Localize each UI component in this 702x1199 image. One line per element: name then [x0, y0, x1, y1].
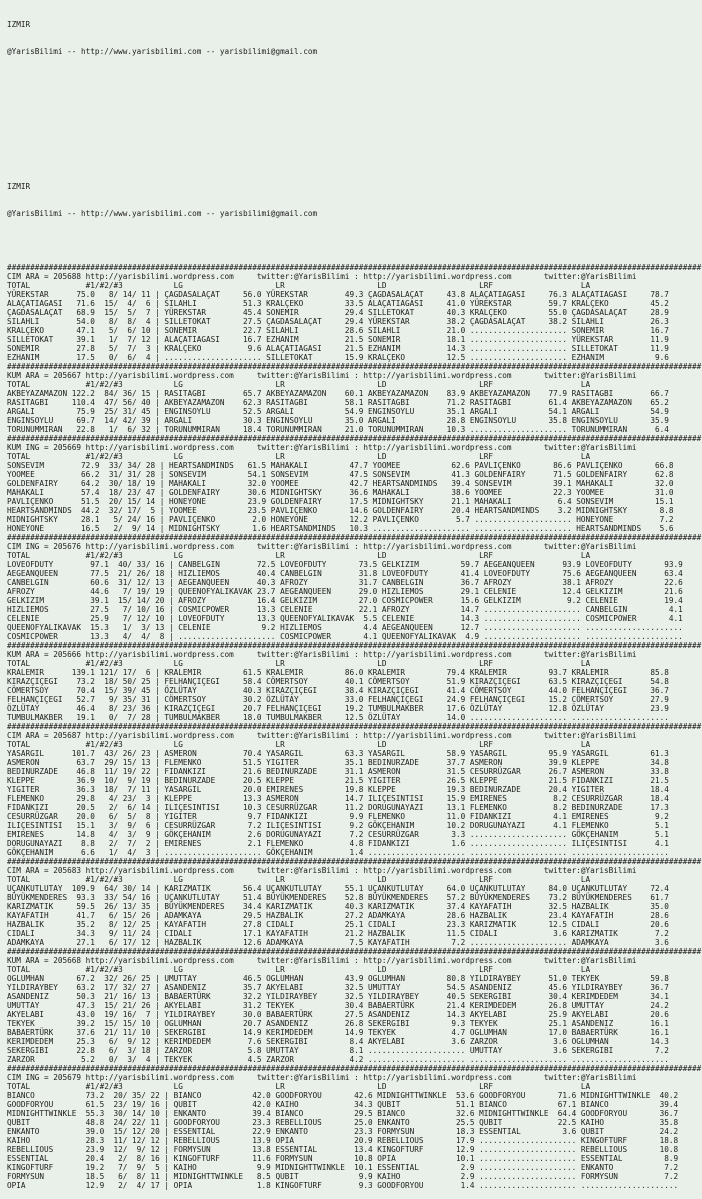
data-row: BABAERTÜRK 37.6 21/ 11/ 10 | SEKERGIBI 14.9 KERIMDEDEM 14.9 TEKYEK 4.7 OGLUMHAN 17.0 BABAERTÜRK 16.1 [7, 1028, 669, 1037]
data-row: ADAMKAYA 27.1 6/ 17/ 12 | HAZBALIK 12.6 ADAMKAYA 7.5 KAYAFATIH 7.2 ..................... ADAMKAYA 3.6 [7, 938, 669, 947]
data-row: FLEMENKO 29.8 4/ 23/ 3 | KLEPPE 13.3 ASMERON 14.7 ILIÇESINTISI 15.9 EMIRENES 8.2 CESURRÜZGAR 18.4 [7, 794, 669, 803]
separator-line: ###################################################################################################################################################### [7, 1064, 702, 1073]
data-row: BIANCO 73.2 20/ 35/ 22 | BIANCO 42.0 GOODFORYOU 42.6 MIDNIGHTTWINKLE 53.6 GOODFORYOU 71.6 MIDNIGHTTWINKLE 40.2 [7, 1091, 679, 1100]
data-row: TEKYEK 39.2 15/ 15/ 10 | OGLUMHAN 20.7 ASANDENIZ 26.8 SEKERGIBI 9.3 TEKYEK 25.1 ASANDENIZ 16.1 [7, 1019, 669, 1028]
block-header-line: CIM ING = 205676 http://yarisbilimi.wordpress.com twitter:@YarisBilimi : http://yarisbilimi.wordpress.com twitter:@YarisBilimi [7, 542, 637, 551]
block-header-line: KUM ING = 205669 http://yarisbilimi.wordpress.com twitter:@YarisBilimi : http://yarisbilimi.wordpress.com twitter:@YarisBilimi [7, 443, 637, 452]
race-block-205667 [7, 362, 702, 434]
data-row: COSMICPOWER 13.3 4/ 4/ 8 | ..................... COSMICPOWER 4.1 QUEENOFYALIKAVAK 4.9 ..................... ..................... [7, 632, 683, 641]
data-row: FORMYSUN 18.5 6/ 8/ 11 | MIDNIGHTTWINKLE 8.5 QUBIT 9.9 KAIHO 2.9 ..................... FORMYSUN 7.2 [7, 1172, 679, 1181]
data-row: YILDIRAYBEY 63.2 17/ 32/ 27 | ASANDENIZ 35.7 AKYELABI 32.5 UMUTTAY 54.5 ASANDENIZ 45.6 YILDIRAYBEY 36.7 [7, 983, 669, 992]
data-row: ARGALI 75.9 25/ 31/ 45 | ENGINSOYLU 52.5 ARGALI 54.9 ENGINSOYLU 35.1 ARGALI 54.1 ARGALI 54.9 [7, 407, 669, 416]
data-row: AEGEANQUEEN 77.5 21/ 26/ 18 | HIZLIEMOS 40.4 CANBELGIN 31.8 LOVEOFDUTY 41.4 LOVEOFDUTY 75.6 AEGEANQUEEN 63.4 [7, 569, 683, 578]
block-header-line: CIM ARA = 205688 http://yarisbilimi.wordpress.com twitter:@YarisBilimi : http://yarisbilimi.wordpress.com twitter:@YarisBilimi [7, 272, 637, 281]
race-blocks [7, 263, 702, 1190]
data-row: ÇAGDASALAÇAT 68.9 15/ 5/ 7 | YÜREKSTAR 45.4 SONEMIR 29.4 SILLETOKAT 40.3 KRALÇEKO 55.0 ÇAGDASALAÇAT 28.9 [7, 308, 669, 317]
data-row: GOLDENFAIRY 64.2 30/ 18/ 19 | MAHAKALI 32.0 YOOMEE 42.7 HEARTSANDMINDS 39.4 SONSEVIM 39.1 MAHAKALI 32.0 [7, 479, 674, 488]
contact-line: @YarisBilimi -- http://www.yarisbilimi.com -- yarisbilimi@gmail.com [7, 209, 318, 218]
data-row: ALAÇATIAGASI 71.6 15/ 4/ 6 | SILAHLI 51.3 KRALÇEKO 33.5 ALAÇATIAGASI 41.0 YÜREKSTAR 59.7 KRALÇEKO 45.2 [7, 299, 669, 308]
data-row: EZHANIM 17.5 0/ 6/ 4 | ..................... SILLETOKAT 15.9 KRALÇEKO 12.5 ..................... EZHANIM 9.6 [7, 353, 669, 362]
data-row: HONEYONE 16.5 2/ 9/ 14 | MIDNIGHTSKY 1.6 HEARTSANDMINDS 10.3 ..................... ..................... HEARTSANDMINDS 5.6 [7, 524, 674, 533]
block-header-line: KUM ARA = 205668 http://yarisbilimi.wordpress.com twitter:@YarisBilimi : http://yarisbilimi.wordpress.com twitter:@YarisBilimi [7, 956, 637, 965]
race-block-205669 [7, 434, 702, 533]
data-row: RASITAGBI 110.4 47/ 56/ 40 | AKBEYAZAMAZON 62.3 RASITAGBI 58.1 RASITAGBI 71.2 RASITAGBI 61.4 AKBEYAZAMAZON 65.2 [7, 398, 669, 407]
data-row: UÇANKUTLUTAY 109.9 64/ 30/ 14 | KARIZMATIK 56.4 UÇANKUTLUTAY 55.1 UÇANKUTLUTAY 64.0 UÇANKUTLUTAY 84.0 UÇANKUTLUTAY 72.4 [7, 884, 669, 893]
column-header-line: TOTAL #1/#2/#3 LG LR LD LRF LA [7, 452, 591, 461]
data-row: CELENIE 25.9 7/ 12/ 10 | LOVEOFDUTY 13.3 QUEENOFYALIKAVAK 5.5 CELENIE 14.3 ..................... COSMICPOWER 4.1 [7, 614, 683, 623]
separator-line: ###################################################################################################################################################### [7, 947, 702, 956]
data-row: SILAHLI 54.0 8/ 8/ 4 | SILLETOKAT 27.5 ÇAGDASALAÇAT 29.4 YÜREKSTAR 38.2 ÇAGDASALAÇAT 38.2 SILAHLI 26.3 [7, 317, 669, 326]
data-row: KIRAZÇIÇEGI 73.2 18/ 50/ 25 | FELHANÇIÇEGI 58.4 CÖMERTSOY 40.1 CÖMERTSOY 51.9 KIRAZÇIÇEGI 63.5 KIRAZÇIÇEGI 54.8 [7, 677, 669, 686]
race-block-205688 [7, 263, 702, 362]
data-row: ZARZOR 5.2 0/ 3/ 4 | TEKYEK 4.5 ZARZOR 4.2 ..................... ..................... ..................... [7, 1055, 669, 1064]
data-row: FELHANÇIÇEGI 52.7 9/ 35/ 31 | CÖMERTSOY 30.2 ÖZLÜTAY 33.0 FELHANÇIÇEGI 24.9 FELHANÇIÇEGI 15.2 CÖMERTSOY 27.9 [7, 695, 669, 704]
city-line: IZMIR [7, 20, 31, 29]
data-row: PAVLIÇENKO 51.5 20/ 15/ 14 | HONEYONE 23.9 GOLDENFAIRY 17.5 MIDNIGHTSKY 21.1 MAHAKALI 6.4 SONSEVIM 15.1 [7, 497, 674, 506]
data-row: SONEMIR 27.8 5/ 7/ 3 | KRALÇEKO 9.6 ALAÇATIAGASI 21.5 EZHANIM 14.3 ..................... SILLETOKAT 11.9 [7, 344, 669, 353]
separator-line: ###################################################################################################################################################### [7, 641, 702, 650]
data-row: CIDALI 34.3 9/ 11/ 24 | CIDALI 17.1 KAYAFATIH 21.2 HAZBALIK 11.5 CIDALI 3.6 KARIZMATIK 7.2 [7, 929, 669, 938]
data-row: UMUTTAY 47.3 15/ 21/ 26 | AKYELABI 31.2 TEKYEK 30.4 BABAERTÜRK 21.4 KERIMDEDEM 26.8 UMUTTAY 24.2 [7, 1001, 669, 1010]
data-row: HIZLIEMOS 27.5 7/ 10/ 16 | COSMICPOWER 13.3 CELENIE 22.1 AFROZY 14.7 ..................... CANBELGIN 4.1 [7, 605, 683, 614]
blank-line [7, 236, 702, 245]
data-row: AFROZY 44.6 7/ 19/ 19 | QUEENOFYALIKAVAK 23.7 AEGEANQUEEN 29.0 HIZLIEMOS 29.1 CELENIE 12.4 GELKIZIM 21.6 [7, 587, 683, 596]
data-row: YASARGIL 101.7 43/ 26/ 23 | ASMERON 70.4 YASARGIL 63.3 YASARGIL 58.9 YASARGIL 95.9 YASARGIL 61.3 [7, 749, 669, 758]
data-row: GOODFORYOU 61.5 23/ 19/ 16 | QUBIT 42.0 KAIHO 34.3 QUBIT 51.1 BIANCO 67.1 BIANCO 39.4 [7, 1100, 679, 1109]
data-row: SONSEVIM 72.9 33/ 34/ 28 | HEARTSANDMINDS 61.5 MAHAKALI 47.7 YOOMEE 62.6 PAVLIÇENKO 86.6 PAVLIÇENKO 66.8 [7, 461, 674, 470]
data-row: CÖMERTSOY 70.4 15/ 39/ 45 | ÖZLÜTAY 40.3 KIRAZÇIÇEGI 38.4 KIRAZÇIÇEGI 41.4 CÖMERTSOY 44.0 FELHANÇIÇEGI 36.7 [7, 686, 669, 695]
contact-line: @YarisBilimi -- http://www.yarisbilimi.com -- yarisbilimi@gmail.com [7, 47, 318, 56]
race-block-205687 [7, 722, 702, 857]
data-row: TORUNUMMIRAN 22.8 1/ 6/ 32 | TORUNUMMIRAN 18.4 TORUNUMMIRAN 21.0 TORUNUMMIRAN 10.3 ..................... TORUNUMMIRAN 6.4 [7, 425, 669, 434]
separator-line: ###################################################################################################################################################### [7, 263, 702, 272]
block-header-line: CIM ING = 205679 http://yarisbilimi.wordpress.com twitter:@YarisBilimi : http://yarisbilimi.wordpress.com twitter:@YarisBilimi [7, 1073, 637, 1082]
data-row: LOVEOFDUTY 97.1 40/ 33/ 16 | CANBELGIN 72.5 LOVEOFDUTY 73.5 GELKIZIM 59.7 AEGEANQUEEN 93.9 LOVEOFDUTY 93.9 [7, 560, 683, 569]
race-block-205666 [7, 641, 702, 722]
data-row: ESSENTIAL 20.4 2/ 8/ 16 | KINGOFTURF 11.6 FORMYSUN 10.8 OPIA 10.1 ..................... ESSENTIAL 8.9 [7, 1154, 679, 1163]
data-row: KAYAFATIH 41.7 6/ 15/ 26 | ADAMKAYA 29.5 HAZBALIK 27.2 ADAMKAYA 28.6 HAZBALIK 23.4 KAYAFATIH 28.6 [7, 911, 669, 920]
separator-line: ###################################################################################################################################################### [7, 533, 702, 542]
data-row: GÖKÇEHANIM 6.6 1/ 4/ 3 | ..................... GÖKÇEHANIM 1.4 ..................... ..................... ..................... [7, 848, 669, 857]
data-row: KARIZMATIK 59.5 26/ 13/ 35 | BÜYÜKMENDERES 34.4 KARIZMATIK 40.3 KARIZMATIK 37.4 KAYAFATIH 32.5 HAZBALIK 35.0 [7, 902, 669, 911]
column-header-line: TOTAL #1/#2/#3 LG LR LD LRF LA [7, 875, 591, 884]
data-row: ENGINSOYLU 69.7 14/ 42/ 39 | ARGALI 30.3 ENGINSOYLU 35.0 ARGALI 28.8 ENGINSOYLU 35.8 ENGINSOYLU 35.9 [7, 416, 669, 425]
block-header-line: CIM ARA = 205687 http://yarisbilimi.wordpress.com twitter:@YarisBilimi : http://yarisbilimi.wordpress.com twitter:@YarisBilimi [7, 731, 637, 740]
data-row: KERIMDEDEM 25.3 6/ 9/ 12 | KERIMDEDEM 7.6 SEKERGIBI 8.4 AKYELABI 3.6 ZARZOR 3.6 OGLUMHAN 14.3 [7, 1037, 669, 1046]
data-row: OPIA 12.9 2/ 4/ 17 | OPIA 1.8 KINGOFTURF 9.3 GOODFORYOU 1.4 ..................... ..................... [7, 1181, 679, 1190]
data-row: AKBEYAZAMAZON 122.2 84/ 36/ 15 | RASITAGBI 65.7 AKBEYAZAMAZON 60.1 AKBEYAZAMAZON 83.9 AKBEYAZAMAZON 77.9 RASITAGBI 66.7 [7, 389, 669, 398]
data-row: AKYELABI 43.0 19/ 16/ 7 | YILDIRAYBEY 30.0 BABAERTÜRK 27.5 ASANDENIZ 14.3 AKYELABI 25.9 AKYELABI 20.6 [7, 1010, 669, 1019]
block-header-line: KUM ARA = 205667 http://yarisbilimi.wordpress.com twitter:@YarisBilimi : http://yarisbilimi.wordpress.com twitter:@YarisBilimi [7, 371, 637, 380]
data-row: MIDNIGHTSKY 28.1 5/ 24/ 16 | PAVLIÇENKO 2.0 HONEYONE 12.2 PAVLIÇENKO 5.7 ..................... HONEYONE 7.2 [7, 515, 674, 524]
data-row: YÜREKSTAR 75.0 8/ 14/ 11 | ÇAGDASALAÇAT 56.0 YÜREKSTAR 49.3 ÇAGDASALAÇAT 43.8 ALAÇATIAGASI 76.3 ALAÇATIAGASI 78.7 [7, 290, 669, 299]
data-row: GELKIZIM 39.1 15/ 14/ 20 | AFROZY 16.4 GELKIZIM 27.0 COSMICPOWER 15.6 GELKIZIM 9.2 CELENIE 19.4 [7, 596, 683, 605]
data-row: KINGOFTURF 19.2 7/ 9/ 5 | KAIHO 9.9 MIDNIGHTTWINKLE 10.1 ESSENTIAL 2.9 ..................... ENKANTO 7.2 [7, 1163, 679, 1172]
column-header-line: TOTAL #1/#2/#3 LG LR LD LRF LA [7, 965, 591, 974]
race-block-205668 [7, 947, 702, 1064]
blank-line [7, 155, 702, 164]
column-header-line: TOTAL #1/#2/#3 LG LR LD LRF LA [7, 740, 591, 749]
data-row: FIDANKIZI 20.5 2/ 6/ 14 | ILIÇESINTISI 10.3 CESURRÜZGAR 11.2 DORUGUNAYAZI 13.1 FLEMENKO 8.2 BEDINURZADE 17.3 [7, 803, 669, 812]
separator-line: ###################################################################################################################################################### [7, 362, 702, 371]
city-line: IZMIR [7, 182, 31, 191]
data-row: MAHAKALI 57.4 18/ 23/ 47 | GOLDENFAIRY 30.6 MIDNIGHTSKY 36.6 MAHAKALI 38.6 YOOMEE 22.3 YOOMEE 31.0 [7, 488, 674, 497]
race-block-205679 [7, 1064, 702, 1190]
data-row: ILIÇESINTISI 15.1 3/ 9/ 6 | CESURRÜZGAR 7.2 ILIÇESINTISI 9.2 GÖKÇEHANIM 10.2 DORUGUNAYAZI 4.1 FLEMENKO 5.1 [7, 821, 669, 830]
block-header-line: CIM ARA = 205683 http://yarisbilimi.wordpress.com twitter:@YarisBilimi : http://yarisbilimi.wordpress.com twitter:@YarisBilimi [7, 866, 637, 875]
data-row: REBELLIOUS 23.9 12/ 9/ 12 | FORMYSUN 13.8 ESSENTIAL 13.4 KINGOFTURF 12.9 ..................... REBELLIOUS 10.8 [7, 1145, 679, 1154]
column-header-line: TOTAL #1/#2/#3 LG LR LD LRF LA [7, 551, 591, 560]
data-row: BÜYÜKMENDERES 93.3 33/ 54/ 16 | UÇANKUTLUTAY 51.4 BÜYÜKMENDERES 52.8 BÜYÜKMENDERES 57.2 BÜYÜKMENDERES 73.2 BÜYÜKMENDERES 61.7 [7, 893, 669, 902]
data-row: KRALEMIR 139.1 121/ 17/ 6 | KRALEMIR 61.5 KRALEMIR 86.0 KRALEMIR 79.4 KRALEMIR 93.7 KRALEMIR 85.8 [7, 668, 669, 677]
separator-line: ###################################################################################################################################################### [7, 857, 702, 866]
data-row: SEKERGIBI 22.8 6/ 3/ 18 | ZARZOR 5.8 UMUTTAY 8.1 ..................... UMUTTAY 3.6 SEKERGIBI 7.2 [7, 1046, 669, 1055]
data-row: ÖZLÜTAY 46.4 8/ 23/ 36 | KIRAZÇIÇEGI 20.7 FELHANÇIÇEGI 19.2 TUMBULMAKBER 17.6 ÖZLÜTAY 12.8 ÖZLÜTAY 23.9 [7, 704, 669, 713]
data-row: KLEPPE 36.9 10/ 9/ 19 | BEDINURZADE 20.5 KLEPPE 21.5 YIGITER 26.5 KLEPPE 21.5 FIDANKIZI 21.5 [7, 776, 669, 785]
separator-line: ###################################################################################################################################################### [7, 722, 702, 731]
column-header-line: TOTAL #1/#2/#3 LG LR LD LRF LA [7, 1082, 591, 1091]
blank-line [7, 101, 702, 110]
data-row: YIGITER 36.3 18/ 7/ 11 | YASARGIL 20.0 EMIRENES 19.8 KLEPPE 19.3 BEDINURZADE 20.4 YIGITER 18.4 [7, 785, 669, 794]
data-row: QUEENOFYALIKAVAK 15.3 1/ 3/ 13 | CELENIE 9.2 HIZLIEMOS 4.4 AEGEANQUEEN 12.7 ..................... ..................... [7, 623, 683, 632]
data-row: SILLETOKAT 39.1 1/ 7/ 12 | ALAÇATIAGASI 16.7 EZHANIM 21.5 SONEMIR 18.1 ..................... YÜREKSTAR 11.9 [7, 335, 669, 344]
data-row: TUMBULMAKBER 19.1 0/ 7/ 28 | TUMBULMAKBER 18.0 TUMBULMAKBER 12.5 ÖZLÜTAY 14.0 ..................... ..................... [7, 713, 669, 722]
data-row: HAZBALIK 35.2 8/ 12/ 25 | KAYAFATIH 27.8 CIDALI 25.1 CIDALI 23.3 KARIZMATIK 12.5 CIDALI 20.6 [7, 920, 669, 929]
data-row: BEDINURZADE 46.8 11/ 19/ 22 | FIDANKIZI 21.6 BEDINURZADE 31.1 ASMERON 31.5 CESURRÜZGAR 26.7 ASMERON 33.8 [7, 767, 669, 776]
data-row: KAIHO 28.3 11/ 12/ 12 | REBELLIOUS 13.9 OPIA 20.9 REBELLIOUS 17.9 ..................... KINGOFTURF 18.8 [7, 1136, 679, 1145]
data-row: MIDNIGHTTWINKLE 55.3 30/ 14/ 10 | ENKANTO 39.4 BIANCO 29.5 BIANCO 32.6 MIDNIGHTTWINKLE 64.4 GOODFORYOU 36.7 [7, 1109, 679, 1118]
column-header-line: TOTAL #1/#2/#3 LG LR LD LRF LA [7, 281, 591, 290]
column-header-line: TOTAL #1/#2/#3 LG LR LD LRF LA [7, 659, 591, 668]
separator-line: ###################################################################################################################################################### [7, 434, 702, 443]
data-row: DORUGUNAYAZI 8.8 2/ 7/ 2 | EMIRENES 2.1 FLEMENKO 4.8 FIDANKIZI 1.6 ..................... ILIÇESINTISI 4.1 [7, 839, 669, 848]
data-row: OGLUMHAN 67.2 32/ 26/ 25 | UMUTTAY 46.5 OGLUMHAN 43.9 OGLUMHAN 80.8 YILDIRAYBEY 51.0 TEKYEK 59.8 [7, 974, 669, 983]
data-row: EMIRENES 14.8 4/ 3/ 9 | GÖKÇEHANIM 2.6 DORUGUNAYAZI 7.2 CESURRÜZGAR 3.3 ..................... GÖKÇEHANIM 5.1 [7, 830, 669, 839]
column-header-line: TOTAL #1/#2/#3 LG LR LD LRF LA [7, 380, 591, 389]
race-block-205676 [7, 533, 702, 641]
data-row: ASMERON 63.7 29/ 15/ 13 | FLEMENKO 51.5 YIGITER 35.1 BEDINURZADE 37.7 ASMERON 39.9 KLEPPE 34.8 [7, 758, 669, 767]
data-row: ASANDENIZ 50.3 21/ 16/ 13 | BABAERTÜRK 32.2 YILDIRAYBEY 32.5 YILDIRAYBEY 40.5 SEKERGIBI 30.4 KERIMDEDEM 34.1 [7, 992, 669, 1001]
data-row: KRALÇEKO 47.1 5/ 6/ 10 | SONEMIR 22.7 SILAHLI 28.6 SILAHLI 21.0 ..................... SONEMIR 16.7 [7, 326, 669, 335]
blank-line [7, 74, 702, 83]
data-row: ENKANTO 39.0 15/ 12/ 20 | ESSENTIAL 22.9 ENKANTO 23.3 FORMYSUN 18.3 ESSENTIAL 3.6 QUBIT 24.2 [7, 1127, 679, 1136]
data-row: CESURRÜZGAR 20.0 6/ 5/ 8 | YIGITER 9.7 FIDANKIZI 9.9 FLEMENKO 11.0 FIDANKIZI 4.1 EMIRENES 9.2 [7, 812, 669, 821]
data-row: CANBELGIN 60.6 31/ 12/ 13 | AEGEANQUEEN 40.3 AFROZY 31.7 CANBELGIN 36.7 AFROZY 38.1 AFROZY 22.6 [7, 578, 683, 587]
data-row: QUBIT 48.8 24/ 22/ 11 | GOODFORYOU 23.3 REBELLIOUS 25.0 ENKANTO 25.5 QUBIT 22.5 KAIHO 35.8 [7, 1118, 679, 1127]
race-block-205683 [7, 857, 702, 947]
block-header-line: KUM ARA = 205666 http://yarisbilimi.wordpress.com twitter:@YarisBilimi : http://yarisbilimi.wordpress.com twitter:@YarisBilimi [7, 650, 637, 659]
data-row: HEARTSANDMINDS 44.2 32/ 17/ 5 | YOOMEE 23.5 PAVLIÇENKO 14.6 GOLDENFAIRY 20.4 HEARTSANDMINDS 3.2 MIDNIGHTSKY 8.8 [7, 506, 674, 515]
data-row: YOOMEE 66.2 31/ 31/ 28 | SONSEVIM 54.1 SONSEVIM 47.5 SONSEVIM 41.3 GOLDENFAIRY 71.5 GOLDENFAIRY 62.8 [7, 470, 674, 479]
blank-line [7, 128, 702, 137]
